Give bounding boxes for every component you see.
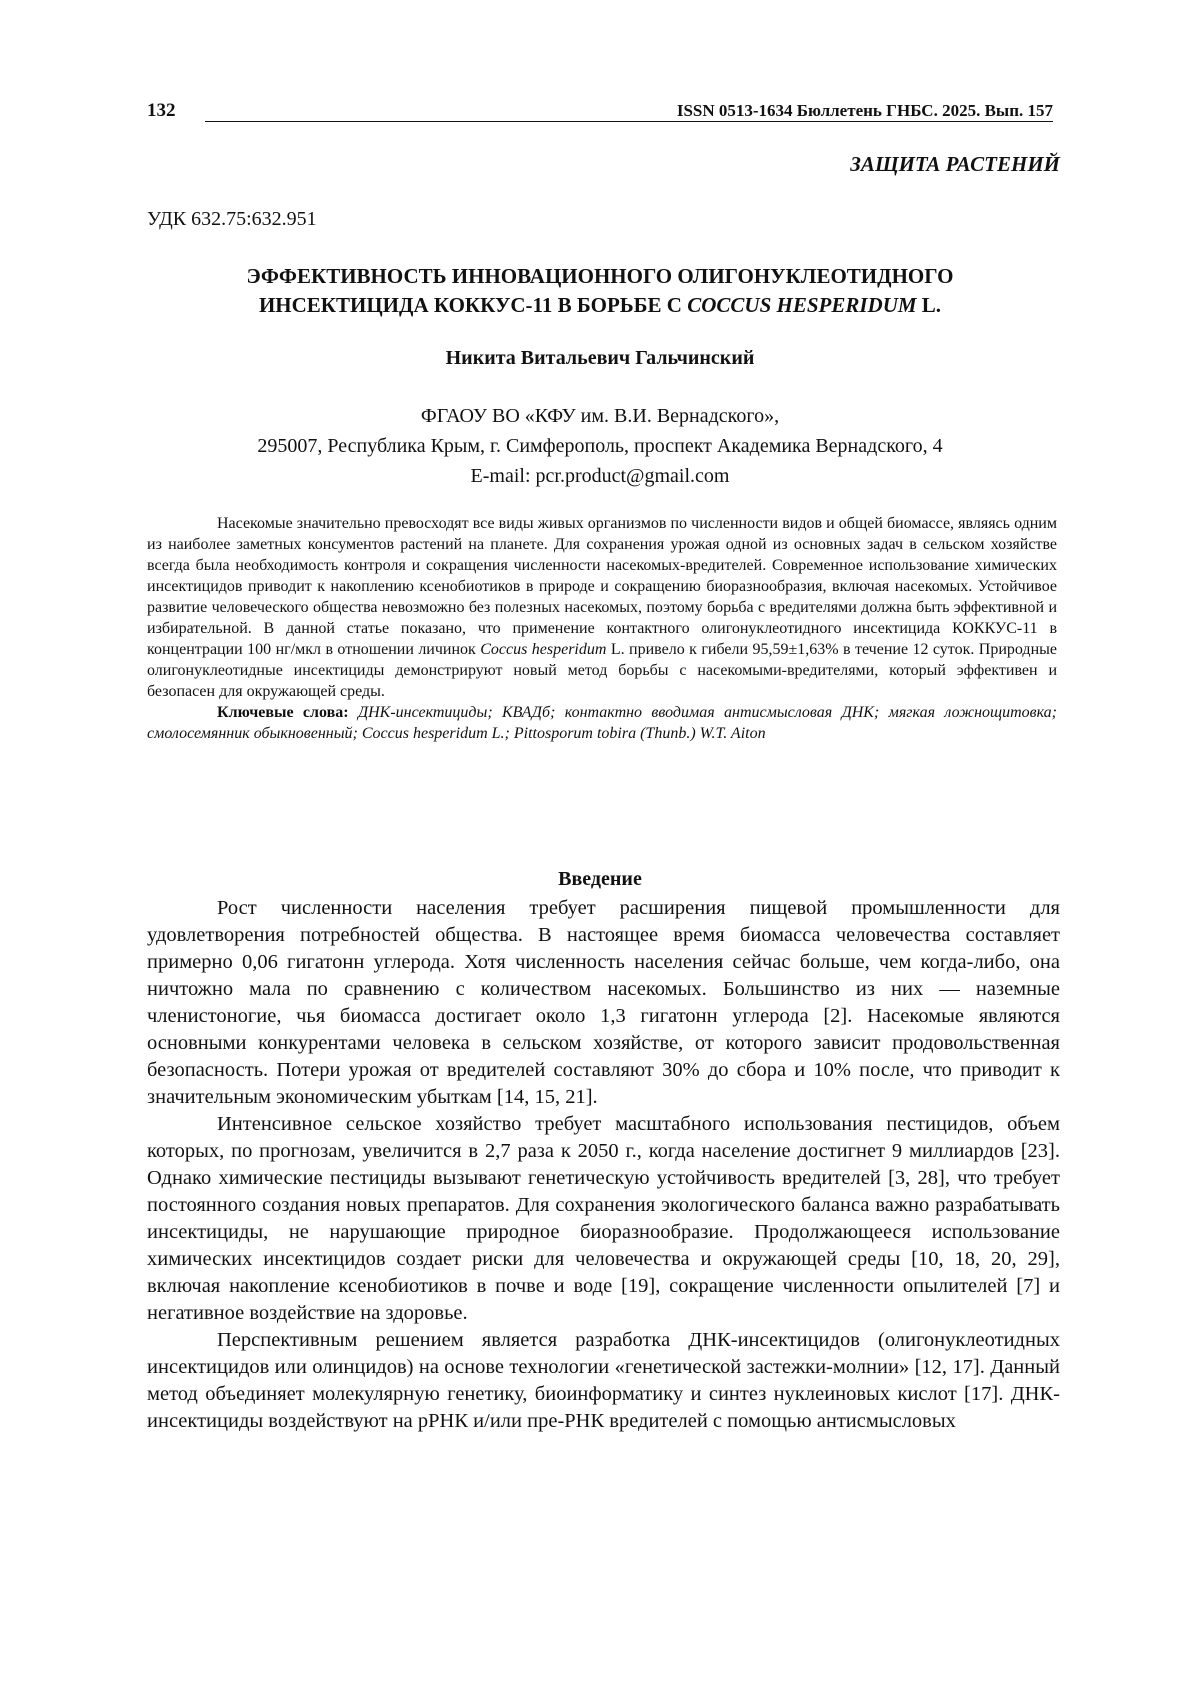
intro-paragraph-1: Рост численности населения требует расширения пищевой промышленности для удовлетворения потребностей общества. В настоящее время биомасса человечества составляет примерно 0,06 гигатонн углерода. Хотя численность населения сейчас больше, чем когда-либо, она ничтожно мала по сравнению с количеством насекомых. Большинство из них — наземные членистоногие, чья биомасса достигает около 1,3 гигатонн углерода [2]. Насекомые являются основными конкурентами человека в сельском хозяйстве, от которого зависит продовольственная безопасность. Потери урожая от вредителей составляют 30% до сбора и 10% после, что приводит к значительным экономическим убыткам [14, 15, 21]. — [147, 897, 1060, 1108]
intro-body — [147, 895, 1060, 1435]
keywords-text: ДНК-инсектициды; КВАДб; контактно вводимая антисмысловая ДНК; мягкая ложнощитовка; смолосемянник обыкновенный; Coccus hesperidum L.; Pittosporum tobira (Thunb.) W.T. Aiton — [147, 704, 1057, 742]
affiliation-address: 295007, Республика Крым, г. Симферополь, проспект Академика Вернадского, 4 — [257, 435, 943, 457]
article-title — [147, 262, 1053, 320]
title-line-2-end: L. — [916, 293, 942, 317]
intro-paragraph-2: Интенсивное сельское хозяйство требует масштабного использования пестицидов, объем которых, по прогнозам, увеличится в 2,7 раза к 2050 г., когда население достигнет 9 миллиардов [23]. Однако химические пестициды вызывают генетическую устойчивость вредителей [3, 28], что требует постоянного создания новых препаратов. Для сохранения экологического баланса важно разрабатывать инсектициды, не нарушающие природное биоразнообразие. Продолжающееся использование химических инсектицидов создает риски для человечества и окружающей среды [10, 18, 20, 29], включая накопление ксенобиотиков в почве и воде [19], сокращение численности опылителей [7] и негативное воздействие на здоровье. — [147, 1113, 1060, 1324]
title-species: COCCUS HESPERIDUM — [687, 293, 917, 317]
abstract-text — [147, 513, 1057, 702]
header-rule — [205, 121, 1053, 122]
abstract-part-1: Насекомые значительно превосходят все виды живых организмов по численности видов и общей биомассе, являясь одним из наиболее заметных консументов растений на планете. Для сохранения урожая одной из основных задач в сельском хозяйстве всегда была необходимость контроля и сокращения численности насекомых-вредителей. Современное использование химических инсектицидов приводит к накоплению ксенобиотиков в природе и сокращению биоразнообразия, включая насекомых. Устойчивое развитие человеческого общества невозможно без полезных насекомых, поэтому борьба с вредителями должна быть эффективной и избирательной. В данной статье показано, что применение контактного олигонуклеотидного инсектицида КОККУС-11 в концентрации 100 нг/мкл в отношении личинок — [147, 515, 1057, 658]
title-line-1: ЭФФЕКТИВНОСТЬ ИННОВАЦИОННОГО ОЛИГОНУКЛЕОТИДНОГО — [246, 264, 954, 288]
journal-info: ISSN 0513-1634 Бюллетень ГНБС. 2025. Вып. 157 — [676, 101, 1053, 120]
running-header — [147, 100, 1053, 124]
affiliation-email: E-mail: pcr.product@gmail.com — [470, 465, 730, 487]
keywords-label: Ключевые слова: — [217, 704, 349, 721]
abstract-species: Coccus hesperidum — [480, 641, 607, 658]
abstract-part-2: L. привело к гибели 95,59±1,63% в течение 12 суток. Природные олигонуклеотидные инсектициды демонстрируют новый метод борьбы с насекомыми-вредителями, который эффективен и безопасен для окружающей среды. — [147, 641, 1057, 700]
affiliation-org: ФГАОУ ВО «КФУ им. В.И. Вернадского», — [420, 405, 780, 427]
page-number: 132 — [147, 100, 176, 121]
title-line-2 — [147, 291, 1053, 320]
affiliation — [147, 401, 1053, 491]
author-name: Никита Витальевич Гальчинский — [445, 347, 755, 369]
title-line-2-text: ИНСЕКТИЦИДА КОККУС-11 В БОРЬБЕ С — [258, 293, 688, 317]
udk-code: УДК 632.75:632.951 — [147, 208, 317, 230]
intro-paragraph-3: Перспективным решением является разработка ДНК-инсектицидов (олигонуклеотидных инсектицидов или олинцидов) на основе технологии «генетической застежки-молнии» [12, 17]. Данный метод объединяет молекулярную генетику, биоинформатику и синтез нуклеиновых кислот [17]. ДНК-инсектициды воздействуют на рРНК и/или пре-РНК вредителей с помощью антисмысловых — [147, 1329, 1060, 1432]
section-heading: ЗАЩИТА РАСТЕНИЙ — [850, 152, 1060, 176]
intro-heading: Введение — [558, 868, 642, 890]
keywords — [147, 702, 1057, 744]
abstract — [147, 513, 1057, 744]
